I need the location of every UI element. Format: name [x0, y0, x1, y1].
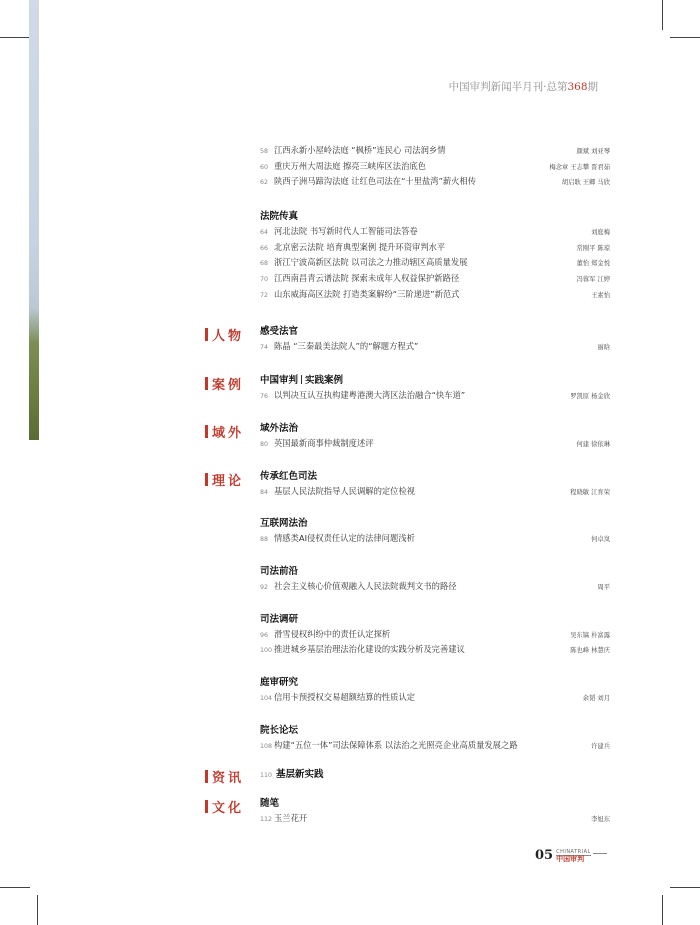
entry-title: 基层人民法院指导人民调解的定位检视 — [274, 485, 416, 496]
toc-section-wenhua — [210, 797, 610, 827]
entry-title: 情感类AI侵权责任认定的法律问题浅析 — [274, 533, 415, 544]
brand-en: CHINATRIAL — [556, 849, 591, 855]
category-marker — [205, 770, 208, 783]
group-title — [260, 374, 610, 388]
entry-title: 英国最新商事仲裁制度述评 — [274, 437, 374, 448]
crop-mark-bottom-left-v — [37, 895, 38, 925]
entry-title: 玉兰花开 — [274, 813, 308, 824]
entry-page: 96 — [260, 631, 269, 639]
toc-entry[interactable] — [260, 436, 610, 452]
issue-number: 368 — [567, 81, 588, 93]
entry-authors: 余韬 刘月 — [582, 695, 610, 702]
brand-logo — [556, 850, 591, 863]
category-marker — [205, 800, 208, 813]
category-marker — [205, 377, 208, 390]
toc-entry[interactable] — [260, 690, 610, 706]
entry-authors: 梅念章 王志攀 晋君茹 — [549, 163, 610, 171]
entry-authors: 刘庭梅 — [591, 229, 610, 237]
entry-title: 河北法院 书写新时代人工智能司法答卷 — [274, 226, 418, 237]
entry-authors: 颜斌 刘亚琴 — [576, 148, 610, 155]
entry-page: 58 — [260, 148, 269, 155]
group-title-part2: 实践案例 — [305, 375, 344, 387]
group-title: 互联网法治 — [260, 518, 308, 530]
entry-authors: 何卓岚 — [591, 536, 610, 544]
entry-page: 62 — [260, 179, 269, 187]
toc-entry[interactable] — [260, 627, 610, 643]
crop-mark-top-right-v — [662, 0, 663, 30]
toc-section-anli — [210, 374, 610, 404]
title-separator — [301, 375, 302, 384]
category-marker — [205, 473, 208, 486]
entry-authors: 何建 徐依琳 — [576, 440, 610, 448]
toc-entry[interactable] — [260, 143, 610, 159]
toc-section-lilun — [210, 470, 610, 754]
category-label — [205, 797, 253, 816]
toc-section-renwu — [210, 325, 610, 355]
entry-title: 北京密云法院 培育典型案例 提升环资审判水平 — [274, 241, 446, 252]
entry-authors: 冯蓉军 江婷 — [576, 276, 610, 284]
entry-title: 浙江宁波高新区法院 以司法之力推动辖区高质量发展 — [274, 257, 468, 268]
entry-title: 社会主义核心价值观融入人民法院裁判文书的路径 — [274, 580, 457, 591]
group-title-fayuan-chuanzhen: 法院传真 — [260, 211, 299, 223]
toc-entry[interactable] — [260, 642, 610, 658]
entry-page: 84 — [260, 488, 269, 496]
category-label — [205, 767, 253, 786]
toc-entry[interactable] — [260, 240, 610, 256]
entry-title: 滑雪侵权纠纷中的责任认定探析 — [274, 628, 391, 639]
crop-mark-bottom-right-h — [670, 887, 700, 888]
entry-page: 92 — [260, 583, 269, 591]
entry-page: 80 — [260, 440, 269, 448]
category-label — [205, 422, 253, 441]
toc-entry[interactable] — [260, 579, 610, 595]
toc-entry[interactable] — [260, 339, 610, 355]
entry-title: 陈晶 “三秦最美法院人”的“解题方程式” — [274, 340, 419, 351]
crop-mark-bottom-right-v — [662, 895, 663, 925]
entry-title: 构建“五位一体”司法保障体系 以法治之光照亮企业高质量发展之路 — [274, 739, 518, 750]
entry-authors: 胡启耿 王卿 马欣 — [561, 179, 610, 187]
crop-mark-bottom-left-h — [0, 887, 30, 888]
category-text: 文化 — [212, 801, 245, 817]
entry-title: 推进城乡基层治理法治化建设的实践分析及完善建议 — [274, 644, 465, 655]
entry-authors: 李旭东 — [591, 816, 610, 824]
entry-authors: 陈也峰 林慧庆 — [570, 647, 610, 655]
toc-section-zixun — [210, 767, 610, 787]
entry-page: 110 — [260, 772, 273, 780]
running-head-suffix: 期 — [587, 81, 598, 93]
toc-entry[interactable] — [260, 738, 610, 754]
category-text: 域外 — [212, 425, 245, 441]
page-number: 05 — [535, 848, 554, 863]
entry-page: 70 — [260, 276, 269, 284]
entry-page: 88 — [260, 536, 269, 544]
table-of-contents — [210, 143, 610, 827]
entry-page: 68 — [260, 260, 269, 268]
running-head-prefix: 中国审判新闻半月刊·总第 — [448, 81, 568, 93]
category-marker — [205, 425, 208, 438]
category-text: 案例 — [212, 378, 245, 394]
entry-authors: 丽晗 — [597, 343, 610, 351]
toc-entry[interactable] — [260, 388, 610, 404]
entry-authors: 吴东镐 朴富露 — [570, 631, 610, 639]
group-title: 域外法治 — [260, 422, 299, 434]
toc-entry-inline[interactable] — [260, 767, 610, 783]
category-label — [205, 470, 253, 489]
category-label — [205, 325, 253, 344]
entry-authors: 罗凯原 杨金欣 — [570, 393, 610, 401]
entry-authors: 常刚平 陈琼 — [576, 244, 610, 252]
entry-title: 江西南昌青云谱法院 探索未成年人权益保护新路径 — [274, 273, 460, 284]
entry-authors: 王素怡 — [591, 291, 610, 299]
toc-section-yuwai — [210, 422, 610, 452]
toc-entry[interactable] — [260, 811, 610, 827]
entry-title: 以判决互认互执构建粤港澳大湾区法治融合“快车道” — [274, 390, 466, 401]
category-label — [205, 374, 253, 393]
toc-entry[interactable] — [260, 271, 610, 287]
group-title: 司法前沿 — [260, 565, 299, 577]
entry-authors: 董怡 郑金悦 — [576, 260, 610, 268]
group-title: 庭审研究 — [260, 677, 299, 688]
brand-cn: 中国审判 — [556, 855, 585, 863]
crop-mark-top-right-h — [670, 37, 700, 38]
toc-section-continued — [210, 143, 610, 303]
toc-entry[interactable] — [260, 174, 610, 190]
toc-entry[interactable] — [260, 224, 610, 240]
category-text: 理论 — [212, 473, 245, 489]
group-title: 随笔 — [260, 798, 280, 810]
entry-page: 74 — [260, 343, 269, 351]
cover-photo-strip — [29, 0, 39, 440]
category-marker — [205, 328, 208, 341]
toc-entry[interactable] — [260, 484, 610, 500]
entry-title: 基层新实践 — [276, 769, 324, 781]
entry-title: 信用卡预授权交易超额结算的性质认定 — [274, 692, 416, 702]
entry-page: 76 — [260, 393, 269, 401]
toc-entry[interactable] — [260, 159, 610, 175]
toc-entry[interactable] — [260, 531, 610, 547]
group-title: 传承红色司法 — [260, 470, 318, 482]
entry-authors: 许建兵 — [591, 742, 610, 750]
group-title-part1: 中国审判 — [260, 375, 299, 387]
entry-page: 60 — [260, 163, 269, 171]
entry-page: 64 — [260, 229, 269, 237]
group-title: 感受法官 — [260, 325, 299, 337]
entry-title: 陕西子洲马蹄沟法庭 让红色司法在“十里盐湾”薪火相传 — [274, 176, 477, 187]
group-title: 司法调研 — [260, 613, 299, 625]
folio-rule — [593, 853, 607, 854]
entry-page: 108 — [260, 742, 273, 750]
entry-authors: 程晓敏 江育荣 — [570, 488, 610, 496]
entry-page: 66 — [260, 244, 269, 252]
entry-page: 112 — [260, 816, 273, 824]
running-head — [449, 79, 598, 94]
crop-mark-top-left-h — [0, 37, 30, 38]
entry-title: 山东威海高区法院 打造类案解纷“三阶递进”新范式 — [274, 288, 460, 299]
toc-entry[interactable] — [260, 255, 610, 271]
entry-title: 重庆万州大周法庭 擦亮三峡库区法治底色 — [274, 160, 426, 171]
entry-page: 104 — [260, 695, 273, 702]
category-text: 资讯 — [212, 771, 245, 787]
entry-title: 江西永新小屋岭法庭 “枫桥”连民心 司法润乡情 — [274, 145, 446, 155]
category-text: 人物 — [212, 328, 245, 344]
entry-authors: 周平 — [597, 583, 610, 591]
toc-entry[interactable] — [260, 287, 610, 303]
entry-page: 100 — [260, 647, 273, 655]
entry-page: 72 — [260, 291, 269, 299]
page-folio — [535, 848, 607, 863]
group-title: 院长论坛 — [260, 724, 299, 736]
